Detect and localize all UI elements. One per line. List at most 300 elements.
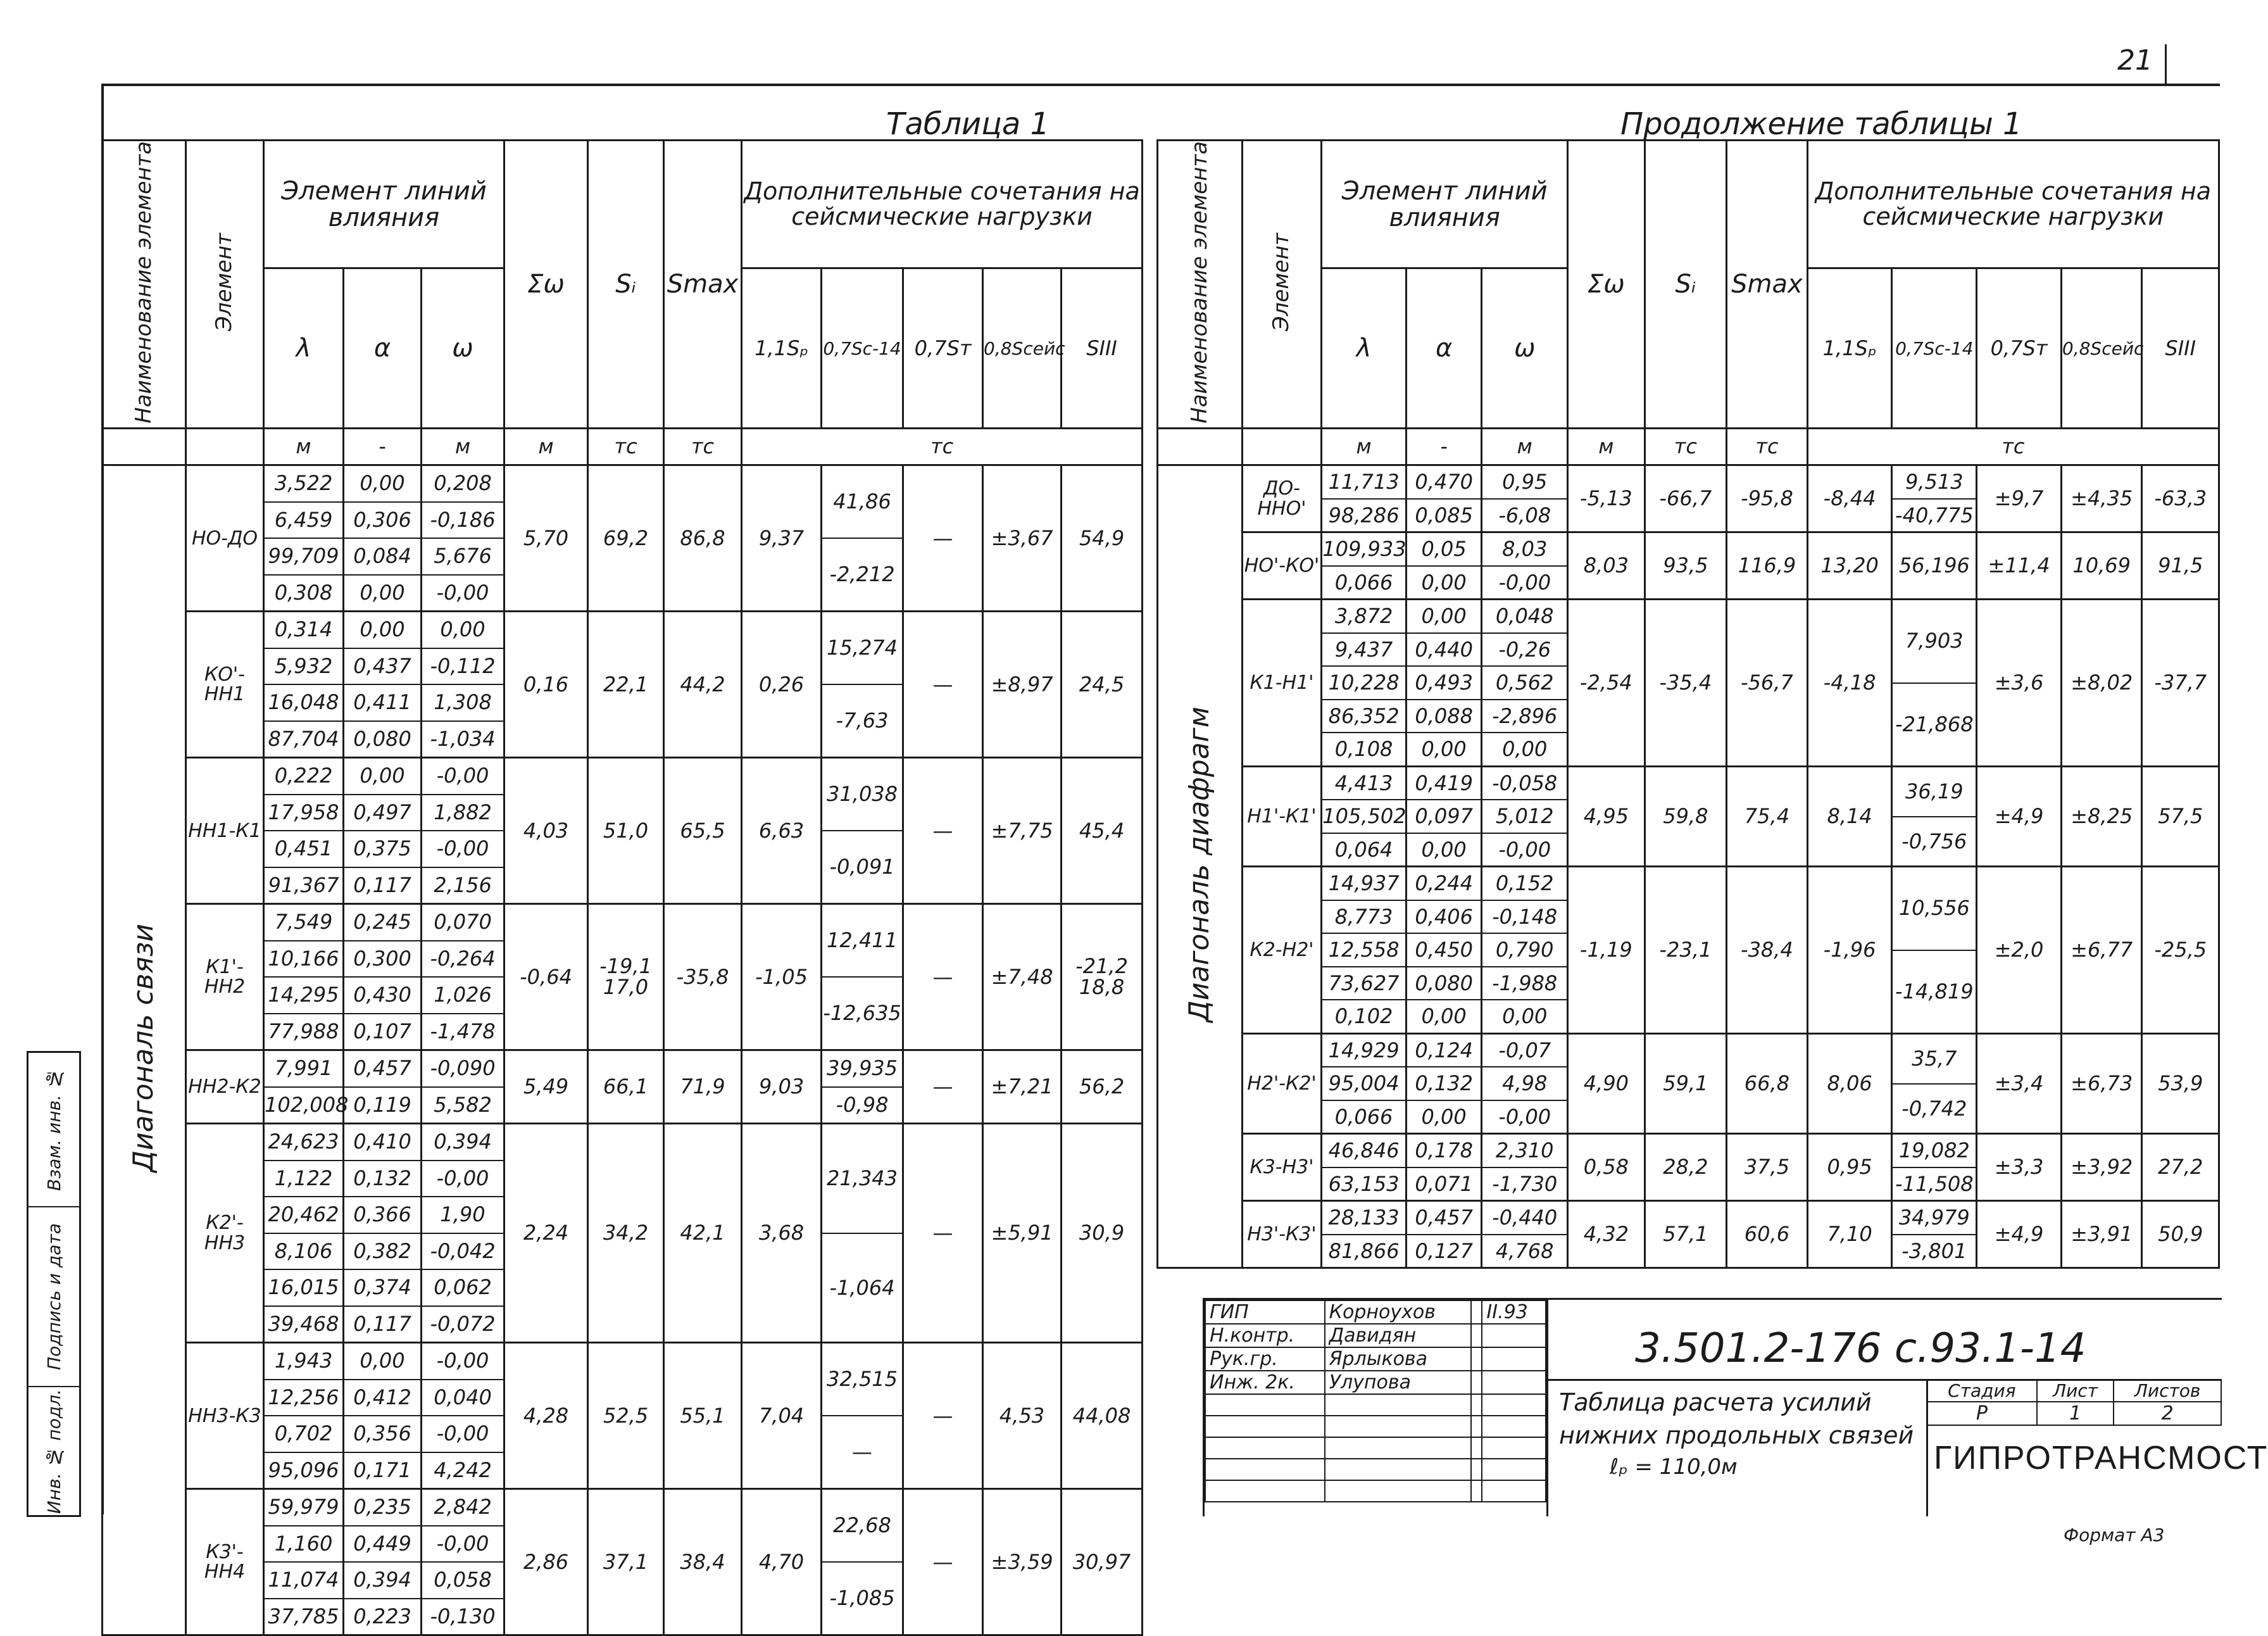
table-row [1158,532,2219,600]
influence-value: 0,00 [1421,1004,1467,1029]
table-row [1158,465,2219,532]
element-name: К3-Н3' [1242,1134,1322,1201]
table-row [1158,1201,2219,1268]
seismic-header: Дополнительные сочетания на сейсмические нагрузки [742,141,1143,268]
element-name: НН1-К1 [186,758,264,904]
influence-value: -0,00 [422,1343,503,1380]
side-strip-inv: Инв. № подл. [43,1388,65,1514]
value-c3: ±3,4 [1977,1033,2062,1134]
value-c1: 0,26 [742,612,822,758]
influence-value: 0,235 [344,1490,420,1526]
stage-table [1926,1379,2222,1426]
influence-value: 0,562 [1482,667,1567,700]
influence-value: -0,00 [1498,570,1551,595]
signature [1471,1347,1482,1371]
role: Инж. 2к. [1205,1371,1325,1394]
value-c4: ±7,75 [983,758,1062,904]
side-strip-sign: Подпись и дата [43,1223,65,1371]
influence-value: 14,295 [265,978,342,1014]
value-c2 [822,904,903,1050]
influence-value: 0,102 [1334,1004,1393,1029]
influence-value: -1,478 [430,1019,496,1043]
influence-value: 4,98 [1482,1067,1567,1101]
value-c1: 8,14 [1807,766,1892,867]
side-strip-replace: Взам. инв. № [43,1068,65,1191]
value-smax: 116,9 [1727,532,1808,600]
influence-value: 28,133 [1322,1202,1405,1235]
table-row [103,758,1143,904]
influence-value: 9,437 [1322,634,1405,667]
element-name: К3'-НН4 [186,1489,264,1635]
group-label: Диагональ диафрагм [1183,707,1216,1022]
influence-values [264,1343,344,1489]
influence-value: 10,228 [1322,667,1405,700]
value-c2-part: -14,819 [1895,979,1974,1004]
influence-values [1406,532,1481,600]
influence-values [1482,600,1568,767]
t2-col-element-header: Элемент [1269,233,1294,332]
element-name: К2-Н2' [1242,867,1322,1034]
unit-omega: м [422,429,504,465]
value-c2-part: -11,508 [1895,1171,1974,1196]
table-row [103,465,1143,612]
value-c3: — [903,612,983,758]
influence-value: 5,582 [434,1092,492,1117]
value-sw: 0,58 [1568,1134,1645,1201]
influence-value: 3,522 [265,466,342,503]
influence-values [1322,600,1407,767]
value-si: 66,1 [588,1050,664,1124]
person-name: Ярлыкова [1325,1347,1471,1371]
value-c1: 8,06 [1807,1033,1892,1134]
influence-value: -2,896 [1482,700,1567,734]
influence-value: 1,026 [422,978,503,1014]
influence-value: 0,450 [1407,934,1481,967]
influence-value: 14,937 [1322,867,1405,901]
col-omega-header: ω [422,268,504,429]
value-c2-part: -0,742 [1901,1096,1967,1121]
table1-title: Таблица 1 [886,106,1050,142]
element-name: НО-ДО [186,465,264,612]
group-label-cell [1158,465,1243,1268]
value-c2-part: -3,801 [1901,1238,1967,1263]
influence-value: 0,437 [344,649,420,686]
col-c1-header: 1,1Sₚ [742,268,822,429]
influence-value: 0,00 [1502,1004,1548,1029]
influence-values [344,904,422,1050]
value-sw: 8,03 [1568,532,1645,600]
influence-value: -0,00 [422,1161,503,1198]
table-row [103,904,1143,1050]
value-c4: 10,69 [2061,532,2142,600]
influence-value: 11,713 [1322,466,1405,500]
value-c5: 45,4 [1062,758,1143,904]
value-c5: 30,97 [1062,1489,1143,1635]
date: II.93 [1482,1300,1546,1324]
influence-value: 0,00 [344,612,420,649]
influence-values [422,758,504,904]
value-si: 37,1 [588,1489,664,1635]
value-c5: 57,5 [2142,766,2219,867]
unit-smax: тс [664,429,742,465]
table-row [1158,766,2219,867]
influence-value: 63,153 [1328,1171,1400,1196]
t2-col-omega-header: ω [1482,268,1568,429]
col-alpha-header: α [344,268,422,429]
influence-value: 0,070 [422,905,503,941]
influence-value: 98,286 [1328,503,1400,527]
value-sw: -1,19 [1568,867,1645,1034]
influence-value: 0,00 [344,1343,420,1380]
influence-value: 102,008 [265,1092,349,1117]
table-row [103,1050,1143,1124]
value-c4: ±6,77 [2061,867,2142,1034]
influence-value: 0,702 [265,1416,342,1453]
influence-header: Элемент линий влияния [264,141,504,268]
value-c5: 56,2 [1062,1050,1143,1124]
value-c2 [822,1343,903,1489]
value-c3: ±3,3 [1977,1134,2062,1201]
value-c5: -63,3 [2142,465,2219,532]
t2-col-c3-header: 0,7Sт [1977,268,2062,429]
value-sw: 2,24 [504,1124,588,1343]
influence-value: 0,406 [1407,901,1481,934]
influence-values [1482,1134,1568,1201]
influence-value: 59,979 [265,1490,342,1526]
title-line-3: ℓₚ = 110,0м [1610,1454,1738,1480]
person-name: Корноухов [1325,1300,1471,1324]
date [1482,1371,1546,1394]
influence-values [1482,465,1568,532]
influence-value: 0,457 [1407,1202,1481,1235]
table1 [101,139,1143,1636]
influence-value: 0,00 [422,612,503,649]
frame-top [101,84,2220,86]
element-name: К1'-НН2 [186,904,264,1050]
stamp-roles [1205,1300,1546,1502]
influence-values [344,758,422,904]
influence-value: 3,872 [1322,600,1405,634]
influence-values [1482,532,1568,600]
influence-value: -0,00 [1498,1104,1551,1129]
value-c2 [1892,600,1977,767]
value-c3: — [903,465,983,612]
influence-value: 0,374 [344,1270,420,1307]
value-smax: 66,8 [1727,1033,1808,1134]
influence-value: 8,773 [1322,901,1405,934]
value-si: -66,7 [1645,465,1727,532]
person-name: Улупова [1325,1371,1471,1394]
influence-value: 0,410 [344,1124,420,1161]
influence-value: -0,112 [422,649,503,686]
value-c2-part: 9,513 [1893,466,1976,500]
value-c2-part: 22,68 [822,1490,902,1563]
influence-values [422,465,504,612]
value-c5: 50,9 [2142,1201,2219,1268]
table2 [1156,139,2220,1269]
value-sw: 5,49 [504,1050,588,1124]
influence-values [1322,867,1407,1034]
value-c2-part: -40,775 [1895,503,1974,527]
influence-value: 95,004 [1322,1067,1405,1101]
influence-value: 11,074 [265,1563,342,1599]
influence-values [422,1489,504,1635]
influence-value: 0,097 [1407,800,1481,834]
influence-value: 0,00 [1421,737,1467,762]
value-c4: ±3,92 [2061,1134,2142,1201]
influence-value: 7,991 [265,1051,342,1088]
value-c2 [1892,766,1977,867]
group-label: Диагональ связи [127,924,160,1173]
value-c5: 24,5 [1062,612,1143,758]
influence-value: -0,440 [1482,1202,1567,1235]
influence-value: 17,958 [265,795,342,832]
influence-values [1406,600,1481,767]
t2-influence-header: Элемент линий влияния [1322,141,1568,268]
value-sw: 5,70 [504,465,588,612]
value-c3: — [903,1050,983,1124]
influence-value: 5,676 [422,539,503,576]
value-smax: 65,5 [664,758,742,904]
value-smax: 75,4 [1727,766,1808,867]
influence-value: 105,502 [1322,800,1405,834]
value-c2-part: -2,212 [829,562,895,587]
person-name: Давидян [1325,1324,1471,1347]
influence-values [422,1050,504,1124]
influence-value: -0,26 [1482,634,1567,667]
influence-value: 0,152 [1482,867,1567,901]
influence-value: 0,132 [1407,1067,1481,1101]
influence-value: 0,085 [1415,503,1473,527]
influence-value: 81,866 [1328,1238,1400,1263]
value-c5: -21,2 18,8 [1062,904,1143,1050]
value-c2 [1892,532,1977,600]
element-name: КО'-НН1 [186,612,264,758]
influence-value: 0,040 [422,1380,503,1417]
influence-values [422,1343,504,1489]
col-c5-header: SIII [1062,268,1143,429]
value-c3: ±4,9 [1977,1201,2062,1268]
value-c4: ±5,91 [983,1124,1062,1343]
signature [1471,1324,1482,1347]
element-name: Н3'-К3' [1242,1201,1322,1268]
group-label-cell [103,465,186,1635]
influence-value: 0,066 [1334,570,1393,595]
influence-values [344,1124,422,1343]
influence-value: 0,394 [344,1563,420,1599]
influence-value: 0,314 [265,612,342,649]
influence-value: 0,00 [344,466,420,503]
value-c2 [822,465,903,612]
influence-value: 95,096 [268,1457,339,1482]
influence-value: 0,132 [344,1161,420,1198]
t2-col-c2-header: 0,7Sc-14 [1892,268,1977,429]
value-c2-part: 19,082 [1893,1135,1976,1168]
influence-value: 0,430 [344,978,420,1014]
value-sw: -5,13 [1568,465,1645,532]
stage-label: Стадия [1927,1380,2037,1402]
influence-value: 0,208 [422,466,503,503]
t2-col-si-header: Sᵢ [1645,141,1727,429]
value-si: -35,4 [1645,600,1727,767]
influence-values [264,904,344,1050]
value-c3: — [903,904,983,1050]
value-c1: 0,95 [1807,1134,1892,1201]
value-c2 [822,612,903,758]
value-c3: — [903,1343,983,1489]
value-c4: ±8,02 [2061,600,2142,767]
value-c1: 9,37 [742,465,822,612]
influence-value: 12,256 [265,1380,342,1417]
influence-values [422,612,504,758]
value-c4: ±3,91 [2061,1201,2142,1268]
value-c1: 4,70 [742,1489,822,1635]
value-si: 93,5 [1645,532,1727,600]
organization: ГИПРОТРАНСМОСТ [1934,1440,2268,1476]
title-line-2: нижних продольных связей [1559,1421,1914,1449]
influence-value: 1,943 [265,1343,342,1380]
influence-value: 0,119 [353,1092,411,1117]
value-c3: — [903,758,983,904]
value-sw: -0,64 [504,904,588,1050]
date [1482,1324,1546,1347]
value-smax: -56,7 [1727,600,1808,767]
stamp-role-row [1205,1371,1546,1394]
value-sw: 4,03 [504,758,588,904]
influence-value: 0,790 [1482,934,1567,967]
influence-value: 0,300 [344,941,420,978]
influence-value: -0,042 [422,1234,503,1271]
value-si: -23,1 [1645,867,1727,1034]
value-c1: 7,04 [742,1343,822,1489]
influence-values [1406,465,1481,532]
influence-value: 0,375 [344,831,420,868]
table-row [1158,867,2219,1034]
value-c1: -8,44 [1807,465,1892,532]
influence-value: 0,356 [344,1416,420,1453]
value-si: 69,2 [588,465,664,612]
influence-value: 0,080 [353,726,411,751]
col-c3-header: 0,7Sт [903,268,983,429]
element-name: Н2'-К2' [1242,1033,1322,1134]
value-smax: 42,1 [664,1124,742,1343]
value-c3: ±2,0 [1977,867,2062,1034]
influence-value: 16,015 [265,1270,342,1307]
influence-value: 0,222 [265,758,342,795]
col-element-header: Элемент [211,233,237,332]
value-sw: 4,32 [1568,1201,1645,1268]
value-c3: ±3,6 [1977,600,2062,767]
stamp-role-row [1205,1300,1546,1324]
unit-si: тс [588,429,664,465]
influence-value: -0,00 [422,1526,503,1563]
title-block [1203,1298,2268,1516]
influence-values [1322,1033,1407,1134]
influence-value: 0,245 [344,905,420,941]
value-sw: 0,16 [504,612,588,758]
t2-col-lambda-header: λ [1322,268,1407,429]
value-c2-part: — [852,1440,873,1464]
col-smax-header: Smax [664,141,742,429]
influence-values [264,1489,344,1635]
element-name: НО'-КО' [1242,532,1322,600]
element-name: НН3-К3 [186,1343,264,1489]
value-c5: -25,5 [2142,867,2219,1034]
influence-value: 1,308 [422,685,503,722]
influence-value: 0,048 [1482,600,1567,634]
stage-value: Р [1927,1402,2037,1425]
influence-value: 0,071 [1415,1171,1473,1196]
influence-values [344,465,422,612]
value-c2-part: -1,085 [829,1586,895,1611]
value-c2-part: 41,86 [822,466,902,539]
influence-value: 86,352 [1322,700,1405,734]
influence-value: -0,00 [1498,837,1551,862]
unit-seismic: тс [742,429,1143,465]
influence-value: 0,178 [1407,1135,1481,1168]
value-c2-part: -0,756 [1901,829,1967,853]
influence-value: 0,107 [353,1019,411,1043]
page-number: 21 [2117,44,2153,77]
col-sumw-header: Σω [504,141,588,429]
element-name: НН2-К2 [186,1050,264,1124]
value-smax: 37,5 [1727,1134,1808,1201]
value-sw: 4,90 [1568,1033,1645,1134]
t2-unit-seismic: тс [1807,429,2219,465]
sheets-value: 2 [2114,1402,2221,1425]
table-row [1158,1134,2219,1201]
influence-values [1406,1201,1481,1268]
value-c2 [1892,1033,1977,1134]
influence-values [422,1124,504,1343]
influence-value: 0,05 [1407,533,1481,567]
t2-unit-omega: м [1482,429,1568,465]
table2-title: Продолжение таблицы 1 [1620,106,2022,142]
influence-value: 24,623 [265,1124,342,1161]
value-c5: 30,9 [1062,1124,1143,1343]
value-si: 34,2 [588,1124,664,1343]
influence-value: 0,366 [344,1197,420,1234]
value-sw: 4,28 [504,1343,588,1489]
influence-value: 0,470 [1407,466,1481,500]
value-c2 [822,758,903,904]
influence-value: 0,00 [1407,600,1481,634]
value-c2-part: -21,868 [1895,712,1974,736]
role: ГИП [1205,1300,1325,1324]
influence-value: 0,412 [344,1380,420,1417]
value-c4: ±6,73 [2061,1033,2142,1134]
value-c2-part: 36,19 [1893,767,1976,817]
influence-value: 0,171 [353,1457,411,1482]
format-note: Формат А3 [2064,1525,2165,1545]
influence-value: 0,00 [344,758,420,795]
value-c2-part: 10,556 [1893,867,1976,950]
influence-value: 0,108 [1334,737,1393,762]
value-c2-part: -1,064 [829,1275,895,1300]
signature [1471,1300,1482,1324]
t2-seismic-header: Дополнительные сочетания на сейсмические нагрузки [1807,141,2219,268]
value-smax: -38,4 [1727,867,1808,1034]
value-c2 [822,1489,903,1635]
influence-value: 2,842 [422,1490,503,1526]
value-c5: 53,9 [2142,1033,2219,1134]
value-smax: -95,8 [1727,465,1808,532]
influence-value: 91,367 [268,872,339,897]
influence-value: 0,127 [1415,1238,1473,1263]
influence-value: -0,186 [422,503,503,539]
influence-value: 0,394 [422,1124,503,1161]
col-si-header: Sᵢ [588,141,664,429]
